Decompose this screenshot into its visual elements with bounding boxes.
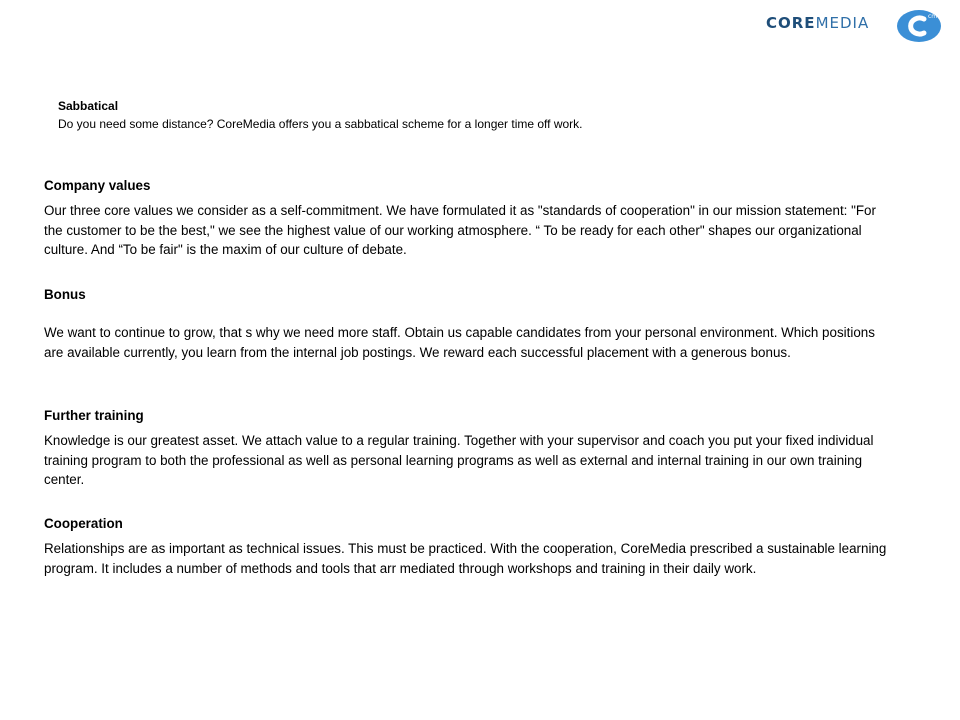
company-values-heading: Company values (44, 178, 151, 193)
coremedia-logo (764, 8, 944, 46)
cooperation-section (44, 514, 894, 578)
company-values-section (44, 176, 894, 260)
sabbatical-block (58, 97, 698, 133)
logo-wordmark-core: CORE (766, 14, 816, 32)
logo-badge-icon (896, 8, 942, 44)
further-training-heading: Further training (44, 408, 144, 423)
logo-wordmark (766, 14, 869, 32)
further-training-section (44, 406, 894, 490)
further-training-text: Knowledge is our greatest asset. We attach value to a regular training. Together with your supervisor and coach you put your fixed individual training program to both the professional as well as personal learning programs as well as external and internal training in our own training center. (44, 433, 874, 488)
cooperation-heading: Cooperation (44, 516, 123, 531)
cooperation-text: Relationships are as important as technical issues. This must be practiced. With the cooperation, CoreMedia prescribed a sustainable learning program. It includes a number of methods and tools that arr mediated through workshops and training in their daily work. (44, 541, 887, 576)
logo-badge-text: cm (928, 13, 938, 20)
company-values-text: Our three core values we consider as a self-commitment. We have formulated it as "standards of cooperation" in our mission statement: "For the customer to be the best," we see the highest value of our working atmosphere. “ To be ready for each other" shapes our organizational culture. And “To be fair" is the maxim of our culture of debate. (44, 203, 876, 258)
sabbatical-text: Do you need some distance? CoreMedia offers you a sabbatical scheme for a longer time off work. (58, 117, 583, 131)
sabbatical-title: Sabbatical (58, 99, 119, 113)
logo-wordmark-media: MEDIA (815, 14, 870, 32)
bonus-section (44, 285, 894, 362)
bonus-heading: Bonus (44, 287, 86, 302)
bonus-text: We want to continue to grow, that s why we need more staff. Obtain us capable candidates from your personal environment. Which positions are available currently, you learn from the internal job postings. We reward each successful placement with a generous bonus. (44, 325, 875, 360)
